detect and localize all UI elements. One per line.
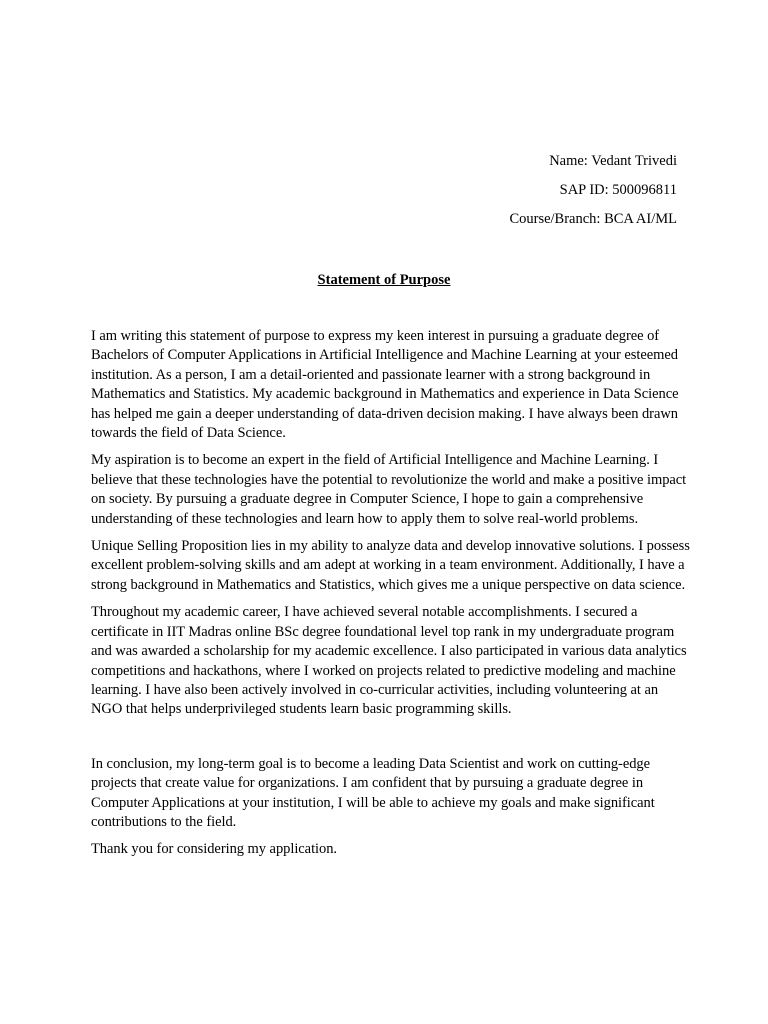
document-title: Statement of Purpose (317, 272, 451, 288)
document-body (91, 327, 691, 868)
paragraph-conclusion: In conclusion, my long-term goal is to become a leading Data Scientist and work on cutting-edge projects that create value for organizations. I am confident that by pursuing a graduate degree in Computer Applications at your institution, I will be able to achieve my goals and make significant contributions to the field. (91, 755, 655, 830)
applicant-sap-id: SAP ID: 500096811 (559, 182, 677, 198)
paragraph-usp: Unique Selling Proposition lies in my ability to analyze data and develop innovative solutions. I possess excellent problem-solving skills and am adept at working in a team environment. Additionally, I have a strong background in Mathematics and Statistics, which gives me a unique perspective on data science. (91, 538, 690, 593)
applicant-course: Course/Branch: BCA AI/ML (509, 211, 677, 227)
paragraph-aspiration: My aspiration is to become an expert in the field of Artificial Intelligence and Machine Learning. I believe that these technologies have the potential to revolutionize the world and make a positive impact on society. By pursuing a graduate degree in Computer Science, I hope to gain a comprehensive understanding of these technologies and learn how to apply them to solve real-world problems. (91, 452, 687, 527)
applicant-name: Name: Vedant Trivedi (549, 153, 677, 169)
applicant-details (509, 151, 677, 238)
paragraph-closing: Thank you for considering my application. (91, 841, 338, 858)
paragraph-introduction: I am writing this statement of purpose to express my keen interest in pursuing a graduate degree of Bachelors of Computer Applications in Artificial Intelligence and Machine Learning at your esteemed institution. As a person, I am a detail-oriented and passionate learner with a strong background in Mathematics and Statistics. My academic background in Mathematics and experience in Data Science has helped me gain a deeper understanding of data-driven decision making. I have always been drawn towards the field of Data Science. (91, 328, 679, 442)
paragraph-accomplishments: Throughout my academic career, I have achieved several notable accomplishments. I secured a certificate in IIT Madras online BSc degree foundational level top rank in my undergraduate program and was awarded a scholarship for my academic excellence. I also participated in various data analytics competitions and hackathons, where I worked on projects related to predictive modeling and machine learning. I have also been actively involved in co-curricular activities, including volunteering at an NGO that helps underprivileged students learn basic programming skills. (91, 604, 687, 718)
